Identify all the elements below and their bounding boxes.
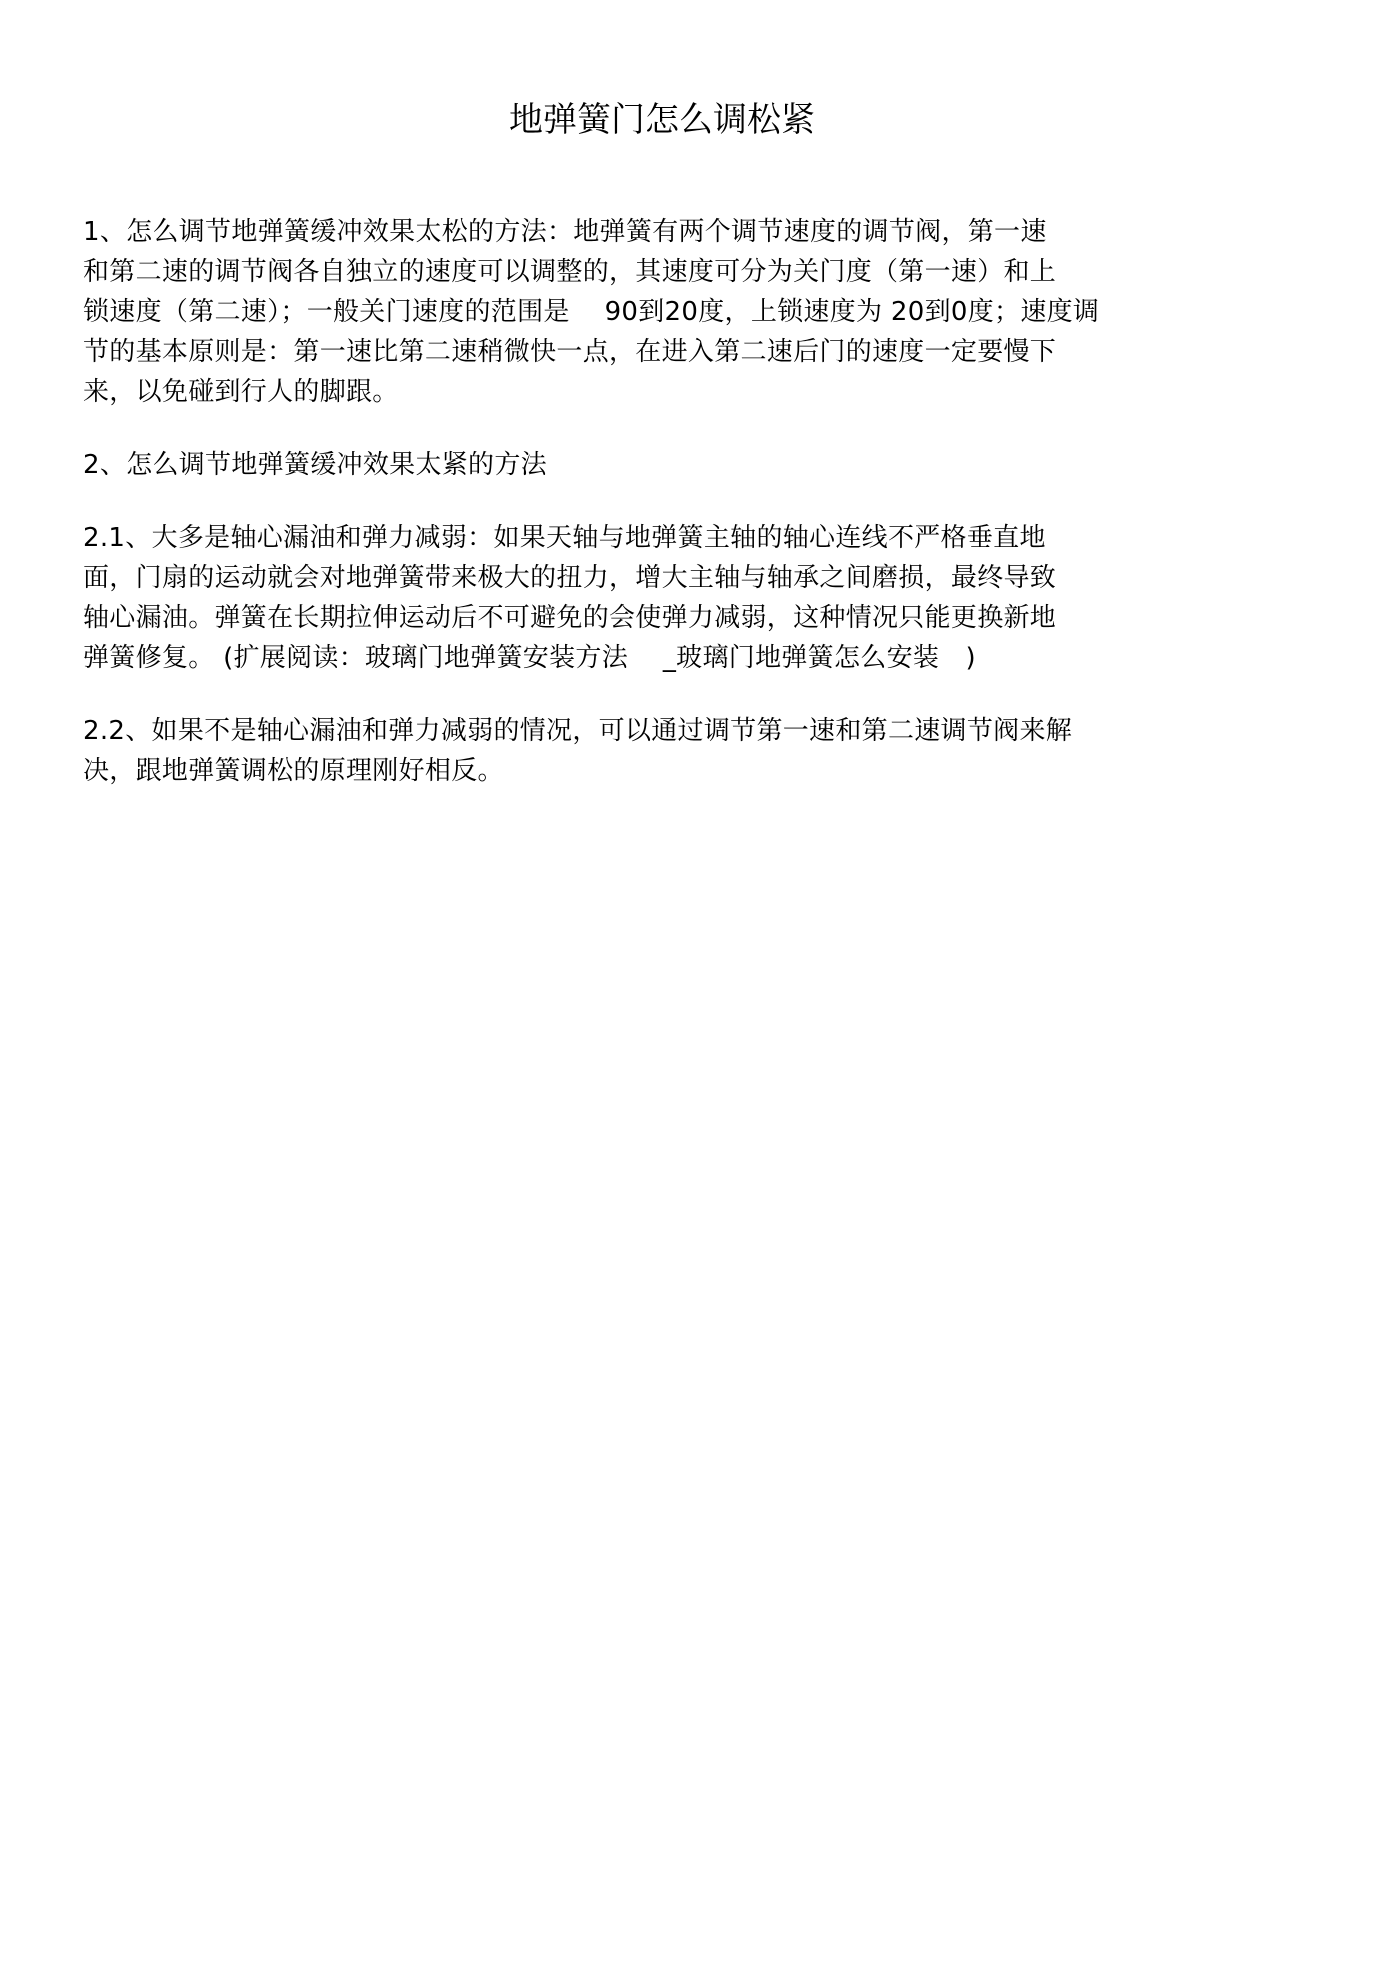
paragraph-2 <box>83 445 1283 485</box>
text-line: 锁速度（第二速）；一般关门速度的范围是 90到20度，上锁速度为 20到0度；速度调 <box>83 297 1100 327</box>
text-line: 节的基本原则是：第一速比第二速稍微快一点，在进入第二速后门的速度一定要慢下 <box>83 337 1057 367</box>
text-line: 面，门扇的运动就会对地弹簧带来极大的扭力，增大主轴与轴承之间磨损，最终导致 <box>83 563 1057 593</box>
text-line: 2.2、如果不是轴心漏油和弹力减弱的情况，可以通过调节第一速和第二速调节阀来解 <box>83 716 1073 746</box>
text-line: 2.1、大多是轴心漏油和弹力减弱：如果天轴与地弹簧主轴的轴心连线不严格垂直地 <box>83 523 1046 553</box>
text-line: 来，以免碰到行人的脚跟。 <box>83 377 399 407</box>
paragraph-3 <box>83 518 1283 678</box>
text-line: 决，跟地弹簧调松的原理刚好相反。 <box>83 756 504 786</box>
paragraph-4 <box>83 711 1283 791</box>
text-line: 轴心漏油。弹簧在长期拉伸运动后不可避免的会使弹力减弱，这种情况只能更换新地 <box>83 603 1057 633</box>
page-title: 地弹簧门怎么调松紧 <box>509 100 815 140</box>
section-heading: 2、怎么调节地弹簧缓冲效果太紧的方法 <box>83 450 547 480</box>
text-line: 和第二速的调节阀各自独立的速度可以调整的，其速度可分为关门度（第一速）和上 <box>83 257 1057 287</box>
text-line: 1、怎么调节地弹簧缓冲效果太松的方法：地弹簧有两个调节速度的调节阀，第一速 <box>83 217 1047 247</box>
paragraph-1 <box>83 212 1283 412</box>
text-line: 弹簧修复。 (扩展阅读：玻璃门地弹簧安装方法 _玻璃门地弹簧怎么安装 ) <box>83 643 976 673</box>
document-body <box>83 212 1283 824</box>
